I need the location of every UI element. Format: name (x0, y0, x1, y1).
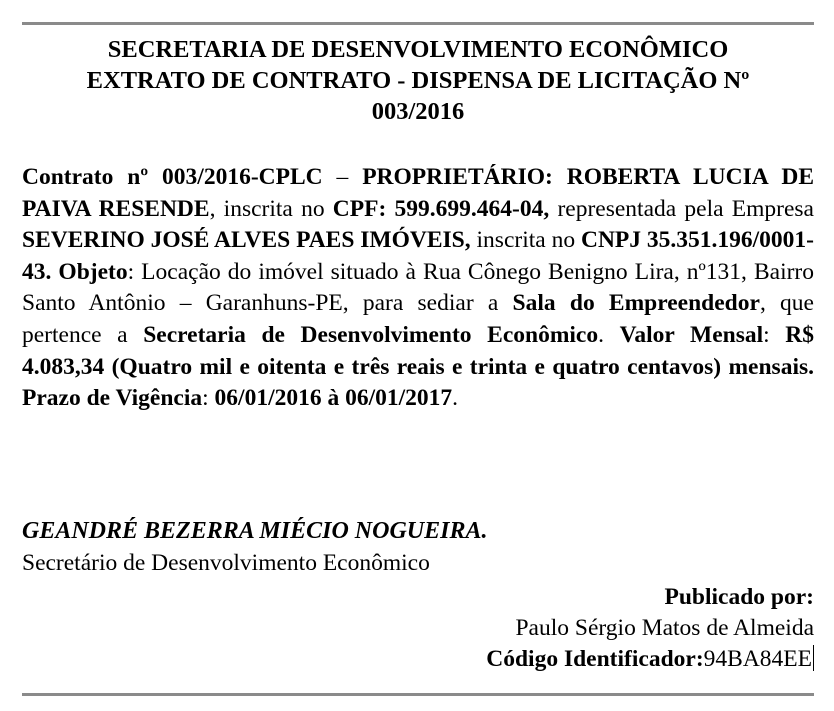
prazo-dates: 06/01/2016 à 06/01/2017 (214, 385, 453, 412)
company-name: SEVERINO JOSÉ ALVES PAES IMÓVEIS, (22, 227, 471, 254)
owner-name: PROPRIETÁRIO: ROBERTA LUCIA DE PAIVA RESENDE (22, 164, 815, 222)
published-by-label: Publicado por: (664, 584, 814, 610)
header-line-2: EXTRATO DE CONTRATO - DISPENSA DE LICITAÇÃO Nº (86, 67, 750, 94)
code-label: Código Identificador: (486, 646, 704, 672)
code-value[interactable]: 94BA84EE (703, 646, 812, 672)
body-text-10: . (452, 385, 459, 412)
body-text-7: : (763, 321, 786, 348)
body-text-9: : (202, 385, 215, 412)
signer-role: Secretário de Desenvolvimento Econômico (22, 550, 430, 576)
text-cursor (813, 645, 814, 671)
valor-label: Valor Mensal (619, 321, 764, 348)
body-text-3: inscrita no (470, 227, 581, 254)
publication-block (214, 582, 814, 675)
objeto-label: Objeto (58, 258, 128, 285)
body-text-6: . (598, 321, 620, 348)
valor-amount: R$ 4.083,34 (Quatro mil e oitenta e três reais e trinta e quatro centavos) mensais. (22, 321, 814, 380)
prazo-label: Prazo de Vigência (22, 385, 203, 412)
identifier-line (214, 644, 814, 675)
bottom-rule (22, 693, 814, 696)
document-header (22, 34, 814, 127)
company-cnpj: CNPJ 35.351.196/0001-43. (22, 227, 815, 285)
body-text-2: representada pela Empresa (549, 195, 814, 222)
secretaria-name: Secretaria de Desenvolvimento Econômico (143, 321, 599, 348)
publisher-name: Paulo Sérgio Matos de Almeida (515, 615, 814, 641)
owner-cpf: CPF: 599.699.464-04, (332, 195, 550, 222)
body-text-5: , que pertence a (22, 290, 814, 348)
signer-block (22, 515, 814, 579)
contract-body (22, 162, 814, 415)
body-dash: – (322, 164, 363, 190)
sala-name: Sala do Empreendedor (512, 290, 760, 317)
top-rule (22, 22, 814, 25)
signer-name: GEANDRÉ BEZERRA MIÉCIO NOGUEIRA. (22, 518, 488, 544)
header-line-3: 003/2016 (371, 98, 465, 125)
objeto-text: : Locação do imóvel situado à Rua Cônego Benigno Lira, nº131, Bairro Santo Antônio – Garanhuns-PE, para sediar a (22, 258, 815, 317)
contract-number: Contrato nº 003/2016-CPLC (22, 164, 323, 190)
header-line-1: SECRETARIA DE DESENVOLVIMENTO ECONÔMICO (107, 36, 729, 63)
body-text-1: , inscrita no (209, 195, 333, 222)
